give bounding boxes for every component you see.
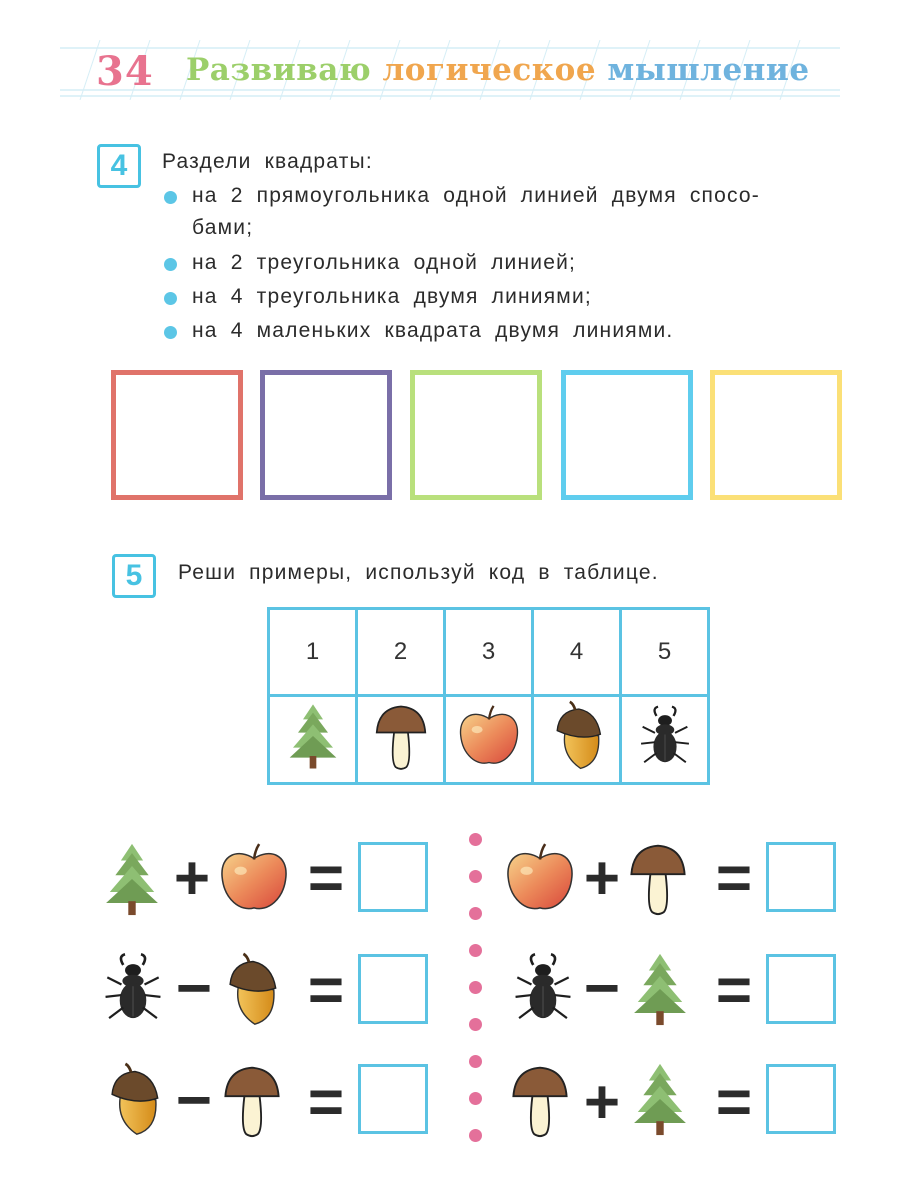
code-table [267,607,710,785]
task4-bullet-1-cont: бами; [192,216,254,239]
answer-box[interactable] [766,954,836,1024]
mushroom-icon [222,1062,282,1138]
bullet-dot [164,326,177,339]
drawing-square-purple[interactable] [260,370,392,500]
title-word-2: логическое [382,52,597,88]
apple-icon [218,842,290,914]
minus-sign: − [175,1066,213,1135]
apple-icon [457,704,521,768]
minus-sign: − [583,954,621,1023]
equals-sign: = [307,844,345,913]
answer-box[interactable] [766,842,836,912]
separator-dot [469,944,482,957]
separator-dot [469,833,482,846]
plus-sign: + [583,844,621,913]
beetle-icon [102,952,164,1024]
answer-box[interactable] [358,842,428,912]
bullet-dot [164,292,177,305]
drawing-square-green[interactable] [410,370,542,500]
task4-intro: Раздели квадраты: [162,150,373,173]
separator-dot [469,1055,482,1068]
drawing-square-yellow[interactable] [710,370,842,500]
separator-dot [469,1092,482,1105]
beetle-icon [638,703,692,769]
plus-sign: + [173,844,211,913]
drawing-square-red[interactable] [111,370,243,500]
minus-sign: − [175,954,213,1023]
mushroom-icon [375,701,427,771]
fir-tree-icon [632,1062,688,1136]
task-number-badge: 4 [97,144,141,188]
code-number: 5 [621,609,709,696]
mushroom-icon [628,840,688,916]
code-number: 4 [533,609,621,696]
fir-tree-icon [288,700,338,772]
answer-box[interactable] [766,1064,836,1134]
plus-sign: + [583,1068,621,1137]
separator-dot [469,1129,482,1142]
beetle-icon [512,952,574,1024]
bullet-dot [164,258,177,271]
separator-dot [469,870,482,883]
separator-dot [469,907,482,920]
acorn-icon [104,1062,162,1138]
answer-box[interactable] [358,954,428,1024]
equals-sign: = [715,1068,753,1137]
equals-sign: = [715,956,753,1025]
apple-icon [504,842,576,914]
equals-sign: = [307,956,345,1025]
page-number: 34 [96,48,154,95]
mushroom-icon [510,1062,570,1138]
task-number-badge: 5 [112,554,156,598]
title-word-3: мышление [607,52,810,88]
page-title [186,52,810,88]
equals-sign: = [715,844,753,913]
title-word-1: Развиваю [186,52,372,88]
task4-bullet-2: на 2 треугольника одной линией; [192,251,577,274]
answer-box[interactable] [358,1064,428,1134]
task4-bullet-3: на 4 треугольника двумя линиями; [192,285,592,308]
equals-sign: = [307,1068,345,1137]
acorn-icon [550,700,604,772]
bullet-dot [164,191,177,204]
task4-bullet-1: на 2 прямоугольника одной линией двумя спосо- [192,184,760,207]
task4-bullet-4: на 4 маленьких квадрата двумя линиями. [192,319,674,342]
drawing-square-blue[interactable] [561,370,693,500]
acorn-icon [222,952,280,1028]
code-number: 2 [357,609,445,696]
fir-tree-icon [104,842,160,916]
code-number: 1 [269,609,357,696]
task5-instruction: Реши примеры, используй код в таблице. [178,561,659,584]
separator-dot [469,981,482,994]
separator-dot [469,1018,482,1031]
code-number: 3 [445,609,533,696]
fir-tree-icon [632,952,688,1026]
